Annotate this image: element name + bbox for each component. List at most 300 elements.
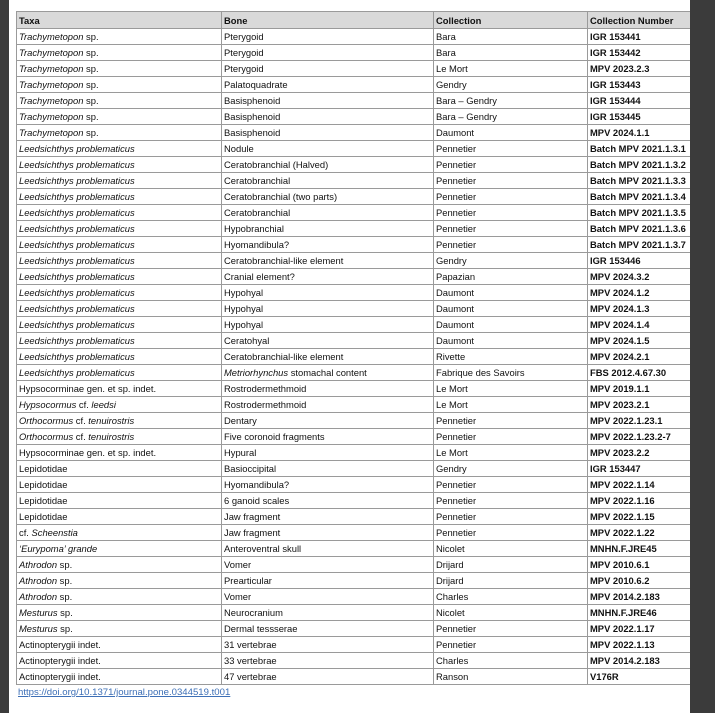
table-row — [17, 237, 691, 253]
cell-taxa — [17, 333, 222, 349]
cell-taxa — [17, 221, 222, 237]
cell-taxa-segment: sp. — [57, 591, 73, 602]
table-row — [17, 461, 691, 477]
cell-collection-number: Batch MPV 2021.1.3.5 — [588, 205, 691, 221]
table-header — [17, 12, 691, 29]
cell-taxa — [17, 589, 222, 605]
table-row — [17, 621, 691, 637]
cell-collection-number: IGR 153446 — [588, 253, 691, 269]
cell-collection: Daumont — [434, 333, 588, 349]
cell-taxa-segment: Actinopterygii indet. — [19, 639, 101, 650]
cell-taxa — [17, 541, 222, 557]
cell-bone-segment: Dentary — [224, 415, 257, 426]
cell-taxa-segment: sp. — [83, 95, 99, 106]
table-row — [17, 429, 691, 445]
cell-bone-segment: Hyomandibula? — [224, 239, 290, 250]
cell-collection: Pennetier — [434, 493, 588, 509]
cell-bone — [222, 477, 434, 493]
cell-bone-segment: Basisphenoid — [224, 111, 281, 122]
cell-taxa — [17, 429, 222, 445]
cell-collection-number: MNHN.F.JRE45 — [588, 541, 691, 557]
cell-collection-number: IGR 153445 — [588, 109, 691, 125]
cell-collection: Pennetier — [434, 429, 588, 445]
cell-collection: Drijard — [434, 573, 588, 589]
cell-bone — [222, 141, 434, 157]
table-row — [17, 445, 691, 461]
cell-bone — [222, 413, 434, 429]
cell-taxa-segment: Leedsichthys problematicus — [19, 319, 135, 330]
cell-taxa-segment: Athrodon — [19, 575, 58, 586]
cell-bone-segment: Rostrodermethmoid — [224, 399, 307, 410]
table-row — [17, 589, 691, 605]
cell-taxa — [17, 125, 222, 141]
cell-taxa-segment: sp. — [57, 623, 73, 634]
cell-taxa-segment: sp. — [83, 63, 99, 74]
cell-taxa-segment: Leedsichthys problematicus — [19, 271, 135, 282]
cell-taxa — [17, 477, 222, 493]
doi-link[interactable]: https://doi.org/10.1371/journal.pone.0344519.t001 — [18, 687, 231, 698]
cell-collection-number: MPV 2024.1.4 — [588, 317, 691, 333]
cell-bone-segment: Pterygoid — [224, 47, 264, 58]
cell-taxa-segment: Trachymetopon — [19, 111, 84, 122]
cell-taxa-segment: Actinopterygii indet. — [19, 655, 101, 666]
table-row — [17, 493, 691, 509]
cell-taxa-segment: Trachymetopon — [19, 47, 84, 58]
cell-bone — [222, 237, 434, 253]
cell-collection: Le Mort — [434, 397, 588, 413]
cell-collection: Gendry — [434, 461, 588, 477]
table-row — [17, 381, 691, 397]
cell-bone-segment: 47 vertebrae — [224, 671, 277, 682]
cell-taxa-segment: Orthocormus — [19, 415, 74, 426]
cell-taxa — [17, 29, 222, 45]
cell-taxa — [17, 605, 222, 621]
cell-bone — [222, 557, 434, 573]
cell-taxa — [17, 173, 222, 189]
cell-taxa — [17, 45, 222, 61]
cell-taxa — [17, 141, 222, 157]
cell-taxa-segment: Lepidotidae — [19, 463, 68, 474]
cell-bone — [222, 349, 434, 365]
header-collection-number: Collection Number — [588, 12, 691, 29]
cell-bone-segment: Prearticular — [224, 575, 272, 586]
cell-bone — [222, 637, 434, 653]
cell-taxa — [17, 509, 222, 525]
cell-bone-segment: Rostrodermethmoid — [224, 383, 307, 394]
cell-taxa-segment: Leedsichthys problematicus — [19, 255, 135, 266]
cell-taxa-segment: cf. — [73, 415, 89, 426]
cell-taxa — [17, 381, 222, 397]
cell-collection-number: MPV 2024.2.1 — [588, 349, 691, 365]
cell-taxa-segment: cf. — [76, 399, 92, 410]
cell-taxa — [17, 205, 222, 221]
cell-taxa — [17, 669, 222, 685]
cell-collection-number: Batch MPV 2021.1.3.1 — [588, 141, 691, 157]
cell-collection-number: IGR 153442 — [588, 45, 691, 61]
cell-bone — [222, 157, 434, 173]
cell-collection: Pennetier — [434, 173, 588, 189]
table-row — [17, 525, 691, 541]
cell-taxa — [17, 253, 222, 269]
table-row — [17, 557, 691, 573]
table-row — [17, 253, 691, 269]
cell-taxa — [17, 77, 222, 93]
cell-taxa — [17, 493, 222, 509]
cell-taxa-segment: Trachymetopon — [19, 95, 84, 106]
cell-bone — [222, 381, 434, 397]
cell-bone-segment: Hypohyal — [224, 319, 264, 330]
cell-taxa-segment: sp. — [57, 607, 73, 618]
cell-collection: Fabrique des Savoirs — [434, 365, 588, 381]
cell-collection: Daumont — [434, 125, 588, 141]
cell-bone-segment: stomachal content — [288, 367, 367, 378]
cell-collection: Pennetier — [434, 637, 588, 653]
cell-bone — [222, 77, 434, 93]
cell-bone-segment: Ceratobranchial (Halved) — [224, 159, 329, 170]
cell-bone-segment: Basisphenoid — [224, 127, 281, 138]
cell-bone-segment: Anteroventral skull — [224, 543, 302, 554]
table-row — [17, 157, 691, 173]
cell-collection-number: MPV 2014.2.183 — [588, 589, 691, 605]
cell-collection-number: V176R — [588, 669, 691, 685]
cell-taxa-segment: Athrodon — [19, 591, 58, 602]
cell-taxa — [17, 653, 222, 669]
cell-collection-number: MPV 2019.1.1 — [588, 381, 691, 397]
cell-collection: Ranson — [434, 669, 588, 685]
cell-collection: Pennetier — [434, 237, 588, 253]
cell-collection-number: MPV 2023.2.3 — [588, 61, 691, 77]
cell-collection-number: MPV 2022.1.15 — [588, 509, 691, 525]
cell-collection-number: MPV 2023.2.1 — [588, 397, 691, 413]
cell-collection-number: IGR 153441 — [588, 29, 691, 45]
cell-taxa-segment: Leedsichthys problematicus — [19, 207, 135, 218]
specimen-table — [16, 11, 690, 685]
cell-taxa-segment: Leedsichthys problematicus — [19, 287, 135, 298]
table-row — [17, 637, 691, 653]
cell-taxa-segment: Actinopterygii indet. — [19, 671, 101, 682]
cell-taxa-segment: sp. — [83, 31, 99, 42]
cell-collection: Bara — [434, 45, 588, 61]
cell-taxa-segment: Trachymetopon — [19, 63, 84, 74]
cell-collection: Pennetier — [434, 205, 588, 221]
cell-collection: Daumont — [434, 301, 588, 317]
cell-collection: Daumont — [434, 317, 588, 333]
cell-taxa-segment: Leedsichthys problematicus — [19, 159, 135, 170]
cell-taxa-segment: sp. — [57, 575, 73, 586]
cell-taxa — [17, 397, 222, 413]
cell-taxa-segment: Trachymetopon — [19, 31, 84, 42]
cell-collection-number: MPV 2010.6.2 — [588, 573, 691, 589]
cell-bone — [222, 45, 434, 61]
cell-bone-segment: 6 ganoid scales — [224, 495, 290, 506]
cell-collection-number: MPV 2022.1.16 — [588, 493, 691, 509]
header-taxa: Taxa — [17, 12, 222, 29]
cell-bone — [222, 301, 434, 317]
cell-bone — [222, 621, 434, 637]
cell-collection: Le Mort — [434, 381, 588, 397]
cell-taxa-segment: Trachymetopon — [19, 127, 84, 138]
cell-bone-segment: Basioccipital — [224, 463, 277, 474]
cell-bone — [222, 461, 434, 477]
cell-collection-number: MPV 2024.3.2 — [588, 269, 691, 285]
cell-bone-segment: Ceratohyal — [224, 335, 270, 346]
cell-bone — [222, 205, 434, 221]
table-row — [17, 669, 691, 685]
cell-collection: Gendry — [434, 77, 588, 93]
cell-taxa — [17, 269, 222, 285]
cell-taxa — [17, 301, 222, 317]
table-row — [17, 109, 691, 125]
cell-taxa — [17, 237, 222, 253]
header-row — [17, 12, 691, 29]
cell-taxa-segment: Orthocormus — [19, 431, 74, 442]
table-row — [17, 141, 691, 157]
cell-collection: Pennetier — [434, 221, 588, 237]
cell-taxa-segment: Leedsichthys problematicus — [19, 303, 135, 314]
cell-bone — [222, 285, 434, 301]
cell-bone — [222, 365, 434, 381]
table-row — [17, 365, 691, 381]
cell-collection: Drijard — [434, 557, 588, 573]
cell-collection-number: IGR 153443 — [588, 77, 691, 93]
cell-collection: Pennetier — [434, 621, 588, 637]
cell-taxa — [17, 157, 222, 173]
cell-taxa-segment: Leedsichthys problematicus — [19, 175, 135, 186]
cell-taxa-segment: ‘Eurypoma’ grande — [19, 543, 98, 554]
cell-taxa-segment: sp. — [83, 79, 99, 90]
cell-bone-segment: Pterygoid — [224, 31, 264, 42]
table-row — [17, 77, 691, 93]
table-row — [17, 29, 691, 45]
cell-bone — [222, 605, 434, 621]
table-row — [17, 397, 691, 413]
cell-collection: Daumont — [434, 285, 588, 301]
table-row — [17, 205, 691, 221]
cell-bone — [222, 525, 434, 541]
cell-bone — [222, 93, 434, 109]
cell-bone-segment: Ceratobranchial-like element — [224, 351, 344, 362]
cell-bone — [222, 493, 434, 509]
cell-collection-number: MPV 2022.1.22 — [588, 525, 691, 541]
cell-bone — [222, 173, 434, 189]
cell-bone-segment: Nodule — [224, 143, 254, 154]
cell-taxa — [17, 637, 222, 653]
cell-taxa-segment: Lepidotidae — [19, 479, 68, 490]
cell-collection: Rivette — [434, 349, 588, 365]
cell-taxa-segment: Hypsocormus — [19, 399, 77, 410]
cell-collection-number: Batch MPV 2021.1.3.7 — [588, 237, 691, 253]
cell-bone — [222, 445, 434, 461]
cell-bone — [222, 333, 434, 349]
cell-taxa-segment: Leedsichthys problematicus — [19, 351, 135, 362]
cell-taxa-segment: Leedsichthys problematicus — [19, 367, 135, 378]
cell-collection-number: MPV 2024.1.3 — [588, 301, 691, 317]
cell-collection: Pennetier — [434, 157, 588, 173]
cell-taxa-segment: sp. — [83, 47, 99, 58]
cell-bone — [222, 509, 434, 525]
cell-taxa-segment: Lepidotidae — [19, 511, 68, 522]
cell-bone — [222, 429, 434, 445]
cell-bone — [222, 109, 434, 125]
cell-collection: Nicolet — [434, 605, 588, 621]
cell-bone-segment: Ceratobranchial-like element — [224, 255, 344, 266]
cell-bone-segment: Vomer — [224, 591, 252, 602]
cell-bone-segment: Neurocranium — [224, 607, 283, 618]
cell-bone-segment: Hyomandibula? — [224, 479, 290, 490]
table-row — [17, 477, 691, 493]
cell-taxa-segment: tenuirostris — [88, 415, 135, 426]
cell-collection-number: MPV 2022.1.14 — [588, 477, 691, 493]
cell-taxa-segment: cf. — [73, 431, 89, 442]
cell-collection: Le Mort — [434, 61, 588, 77]
cell-taxa — [17, 285, 222, 301]
cell-taxa — [17, 109, 222, 125]
table-row — [17, 573, 691, 589]
cell-taxa — [17, 93, 222, 109]
cell-collection-number: IGR 153447 — [588, 461, 691, 477]
cell-collection-number: Batch MPV 2021.1.3.3 — [588, 173, 691, 189]
cell-bone-segment: Ceratobranchial (two parts) — [224, 191, 338, 202]
cell-taxa-segment: leedsi — [91, 399, 116, 410]
cell-taxa-segment: Lepidotidae — [19, 495, 68, 506]
cell-collection-number: MPV 2024.1.5 — [588, 333, 691, 349]
cell-taxa-segment: Leedsichthys problematicus — [19, 223, 135, 234]
table-row — [17, 333, 691, 349]
cell-taxa — [17, 621, 222, 637]
cell-taxa — [17, 413, 222, 429]
cell-taxa-segment: Athrodon — [19, 559, 58, 570]
cell-bone — [222, 61, 434, 77]
cell-collection-number: MPV 2024.1.2 — [588, 285, 691, 301]
cell-collection-number: Batch MPV 2021.1.3.4 — [588, 189, 691, 205]
cell-collection-number: MPV 2024.1.1 — [588, 125, 691, 141]
cell-bone — [222, 669, 434, 685]
cell-collection: Charles — [434, 653, 588, 669]
table-row — [17, 125, 691, 141]
cell-collection: Pennetier — [434, 189, 588, 205]
table-page — [9, 0, 690, 713]
table-row — [17, 285, 691, 301]
cell-bone-segment: Pterygoid — [224, 63, 264, 74]
table-row — [17, 189, 691, 205]
cell-bone-segment: Hypobranchial — [224, 223, 284, 234]
table-row — [17, 269, 691, 285]
cell-bone-segment: Metriorhynchus — [224, 367, 289, 378]
table-row — [17, 653, 691, 669]
cell-bone-segment: Dermal tessserae — [224, 623, 298, 634]
cell-taxa — [17, 349, 222, 365]
cell-collection-number: Batch MPV 2021.1.3.6 — [588, 221, 691, 237]
cell-taxa — [17, 317, 222, 333]
cell-bone — [222, 589, 434, 605]
header-bone: Bone — [222, 12, 434, 29]
table-row — [17, 317, 691, 333]
table-row — [17, 301, 691, 317]
cell-collection: Le Mort — [434, 445, 588, 461]
cell-collection-number: MPV 2022.1.13 — [588, 637, 691, 653]
cell-collection: Pennetier — [434, 525, 588, 541]
cell-collection: Papazian — [434, 269, 588, 285]
cell-collection-number: MPV 2022.1.23.1 — [588, 413, 691, 429]
cell-collection: Pennetier — [434, 141, 588, 157]
table-row — [17, 349, 691, 365]
cell-taxa-segment: Mesturus — [19, 623, 58, 634]
cell-bone — [222, 125, 434, 141]
cell-collection-number: FBS 2012.4.67.30 — [588, 365, 691, 381]
cell-taxa-segment: Scheenstia — [31, 527, 78, 538]
cell-bone — [222, 573, 434, 589]
cell-bone-segment: Jaw fragment — [224, 527, 281, 538]
cell-bone-segment: 31 vertebrae — [224, 639, 277, 650]
cell-collection-number: MPV 2010.6.1 — [588, 557, 691, 573]
cell-taxa — [17, 189, 222, 205]
cell-taxa — [17, 61, 222, 77]
cell-collection-number: MPV 2022.1.17 — [588, 621, 691, 637]
cell-collection-number: Batch MPV 2021.1.3.2 — [588, 157, 691, 173]
table-row — [17, 605, 691, 621]
table-row — [17, 509, 691, 525]
cell-bone-segment: Basisphenoid — [224, 95, 281, 106]
cell-bone — [222, 269, 434, 285]
cell-taxa-segment: Trachymetopon — [19, 79, 84, 90]
cell-collection-number: MNHN.F.JRE46 — [588, 605, 691, 621]
cell-bone-segment: Jaw fragment — [224, 511, 281, 522]
cell-bone — [222, 29, 434, 45]
cell-collection-number: IGR 153444 — [588, 93, 691, 109]
cell-taxa-segment: Leedsichthys problematicus — [19, 191, 135, 202]
cell-bone-segment: Palatoquadrate — [224, 79, 288, 90]
table-body — [17, 29, 691, 685]
cell-taxa — [17, 445, 222, 461]
cell-collection-number: MPV 2022.1.23.2-7 — [588, 429, 691, 445]
cell-taxa-segment: Leedsichthys problematicus — [19, 335, 135, 346]
cell-taxa — [17, 365, 222, 381]
cell-bone-segment: Hypohyal — [224, 287, 264, 298]
cell-bone — [222, 397, 434, 413]
cell-collection: Gendry — [434, 253, 588, 269]
table-row — [17, 61, 691, 77]
table-row — [17, 413, 691, 429]
cell-bone-segment: Ceratobranchial — [224, 207, 291, 218]
cell-taxa-segment: cf. — [19, 527, 32, 538]
cell-taxa-segment: sp. — [83, 111, 99, 122]
cell-taxa-segment: sp. — [57, 559, 73, 570]
cell-collection: Charles — [434, 589, 588, 605]
cell-bone-segment: Cranial element? — [224, 271, 295, 282]
cell-bone-segment: Hypural — [224, 447, 257, 458]
cell-collection: Bara — [434, 29, 588, 45]
table-row — [17, 541, 691, 557]
cell-collection-number: MPV 2014.2.183 — [588, 653, 691, 669]
cell-taxa-segment: Hypsocorminae gen. et sp. indet. — [19, 383, 157, 394]
cell-taxa — [17, 557, 222, 573]
cell-collection: Pennetier — [434, 477, 588, 493]
cell-collection: Pennetier — [434, 509, 588, 525]
cell-taxa — [17, 525, 222, 541]
table-row — [17, 45, 691, 61]
cell-bone — [222, 221, 434, 237]
cell-bone — [222, 317, 434, 333]
table-row — [17, 221, 691, 237]
cell-bone-segment: Vomer — [224, 559, 252, 570]
cell-taxa — [17, 461, 222, 477]
table-row — [17, 93, 691, 109]
cell-taxa-segment: Leedsichthys problematicus — [19, 143, 135, 154]
cell-taxa-segment: tenuirostris — [88, 431, 135, 442]
cell-bone — [222, 541, 434, 557]
cell-taxa-segment: Leedsichthys problematicus — [19, 239, 135, 250]
cell-collection-number: MPV 2023.2.2 — [588, 445, 691, 461]
